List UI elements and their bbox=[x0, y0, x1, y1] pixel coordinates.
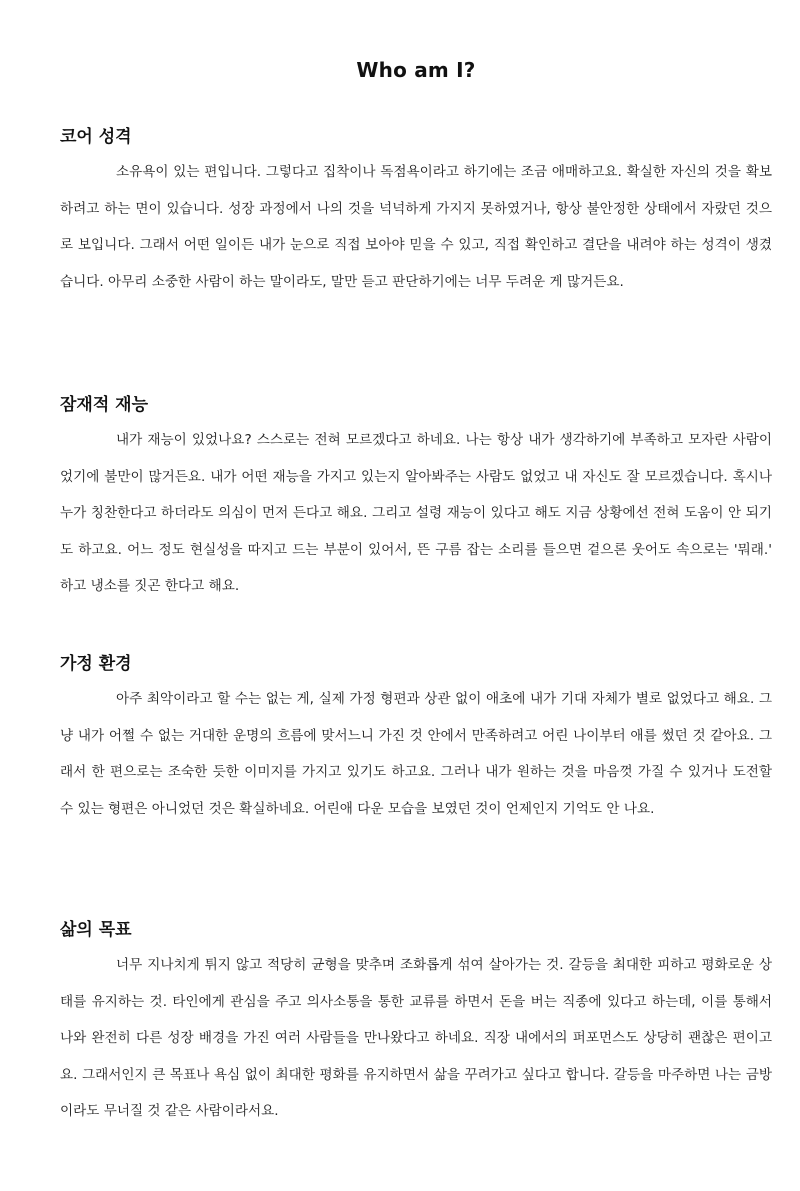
section-paragraph: 아주 최악이라고 할 수는 없는 게, 실제 가정 형편과 상관 없이 애초에 내가 기대 자체가 별로 없었다고 해요. 그냥 내가 어쩔 수 없는 거대한 운명의 흐름에 맞서느니 가진 것 안에서 만족하려고 어린 나이부터 애를 썼던 것 같아요. 그래서 한 편으로는 조숙한 듯한 이미지를 가지고 있기도 하고요. 그러나 내가 원하는 것을 마음껏 가질 수 있거나 도전할 수 있는 형편은 아니었던 것은 확실하네요. 어린애 다운 모습을 보였던 것이 언제인지 기억도 안 나요. bbox=[60, 691, 772, 817]
section-potential-talent bbox=[60, 390, 772, 605]
section-paragraph: 너무 지나치게 튀지 않고 적당히 균형을 맞추며 조화롭게 섞여 살아가는 것. 갈등을 최대한 피하고 평화로운 상태를 유지하는 것. 타인에게 관심을 주고 의사소통을 통한 교류를 하면서 돈을 버는 직종에 있다고 하는데, 이를 통해서 나와 완전히 다른 성장 배경을 가진 여러 사람들을 만나왔다고 하네요. 직장 내에서의 퍼포먼스도 상당히 괜찮은 편이고요. 그래서인지 큰 목표나 욕심 없이 최대한 평화를 유지하면서 삶을 꾸려가고 싶다고 합니다. 갈등을 마주하면 나는 금방이라도 무너질 것 같은 사람이라서요. bbox=[60, 957, 772, 1119]
section-heading: 삶의 목표 bbox=[60, 920, 132, 940]
section-heading: 잠재적 재능 bbox=[60, 395, 149, 415]
section-paragraph: 내가 재능이 있었나요? 스스로는 전혀 모르겠다고 하네요. 나는 항상 내가 생각하기에 부족하고 모자란 사람이었기에 불만이 많거든요. 내가 어떤 재능을 가지고 있는지 알아봐주는 사람도 없었고 내 자신도 잘 모르겠습니다. 혹시나 누가 칭찬한다고 하더라도 의심이 먼저 든다고 해요. 그리고 설령 재능이 있다고 해도 지금 상황에선 전혀 도움이 안 되기도 하고요. 어느 정도 현실성을 따지고 드는 부분이 있어서, 뜬 구름 잡는 소리를 들으면 겉으론 웃어도 속으로는 '뭐래.' 하고 냉소를 짓곤 한다고 해요. bbox=[60, 432, 772, 594]
section-family-environment bbox=[60, 649, 772, 827]
section-life-goal bbox=[60, 915, 772, 1130]
section-heading: 코어 성격 bbox=[60, 127, 132, 147]
page-title: Who am I? bbox=[356, 58, 476, 82]
section-heading: 가정 환경 bbox=[60, 654, 132, 674]
section-core-personality bbox=[60, 122, 772, 300]
section-paragraph: 소유욕이 있는 편입니다. 그렇다고 집착이나 독점욕이라고 하기에는 조금 애매하고요. 확실한 자신의 것을 확보하려고 하는 면이 있습니다. 성장 과정에서 나의 것을 넉넉하게 가지지 못하였거나, 항상 불안정한 상태에서 자랐던 것으로 보입니다. 그래서 어떤 일이든 내가 눈으로 직접 보아야 믿을 수 있고, 직접 확인하고 결단을 내려야 하는 성격이 생겼습니다. 아무리 소중한 사람이 하는 말이라도, 말만 듣고 판단하기에는 너무 두려운 게 많거든요. bbox=[60, 164, 772, 290]
